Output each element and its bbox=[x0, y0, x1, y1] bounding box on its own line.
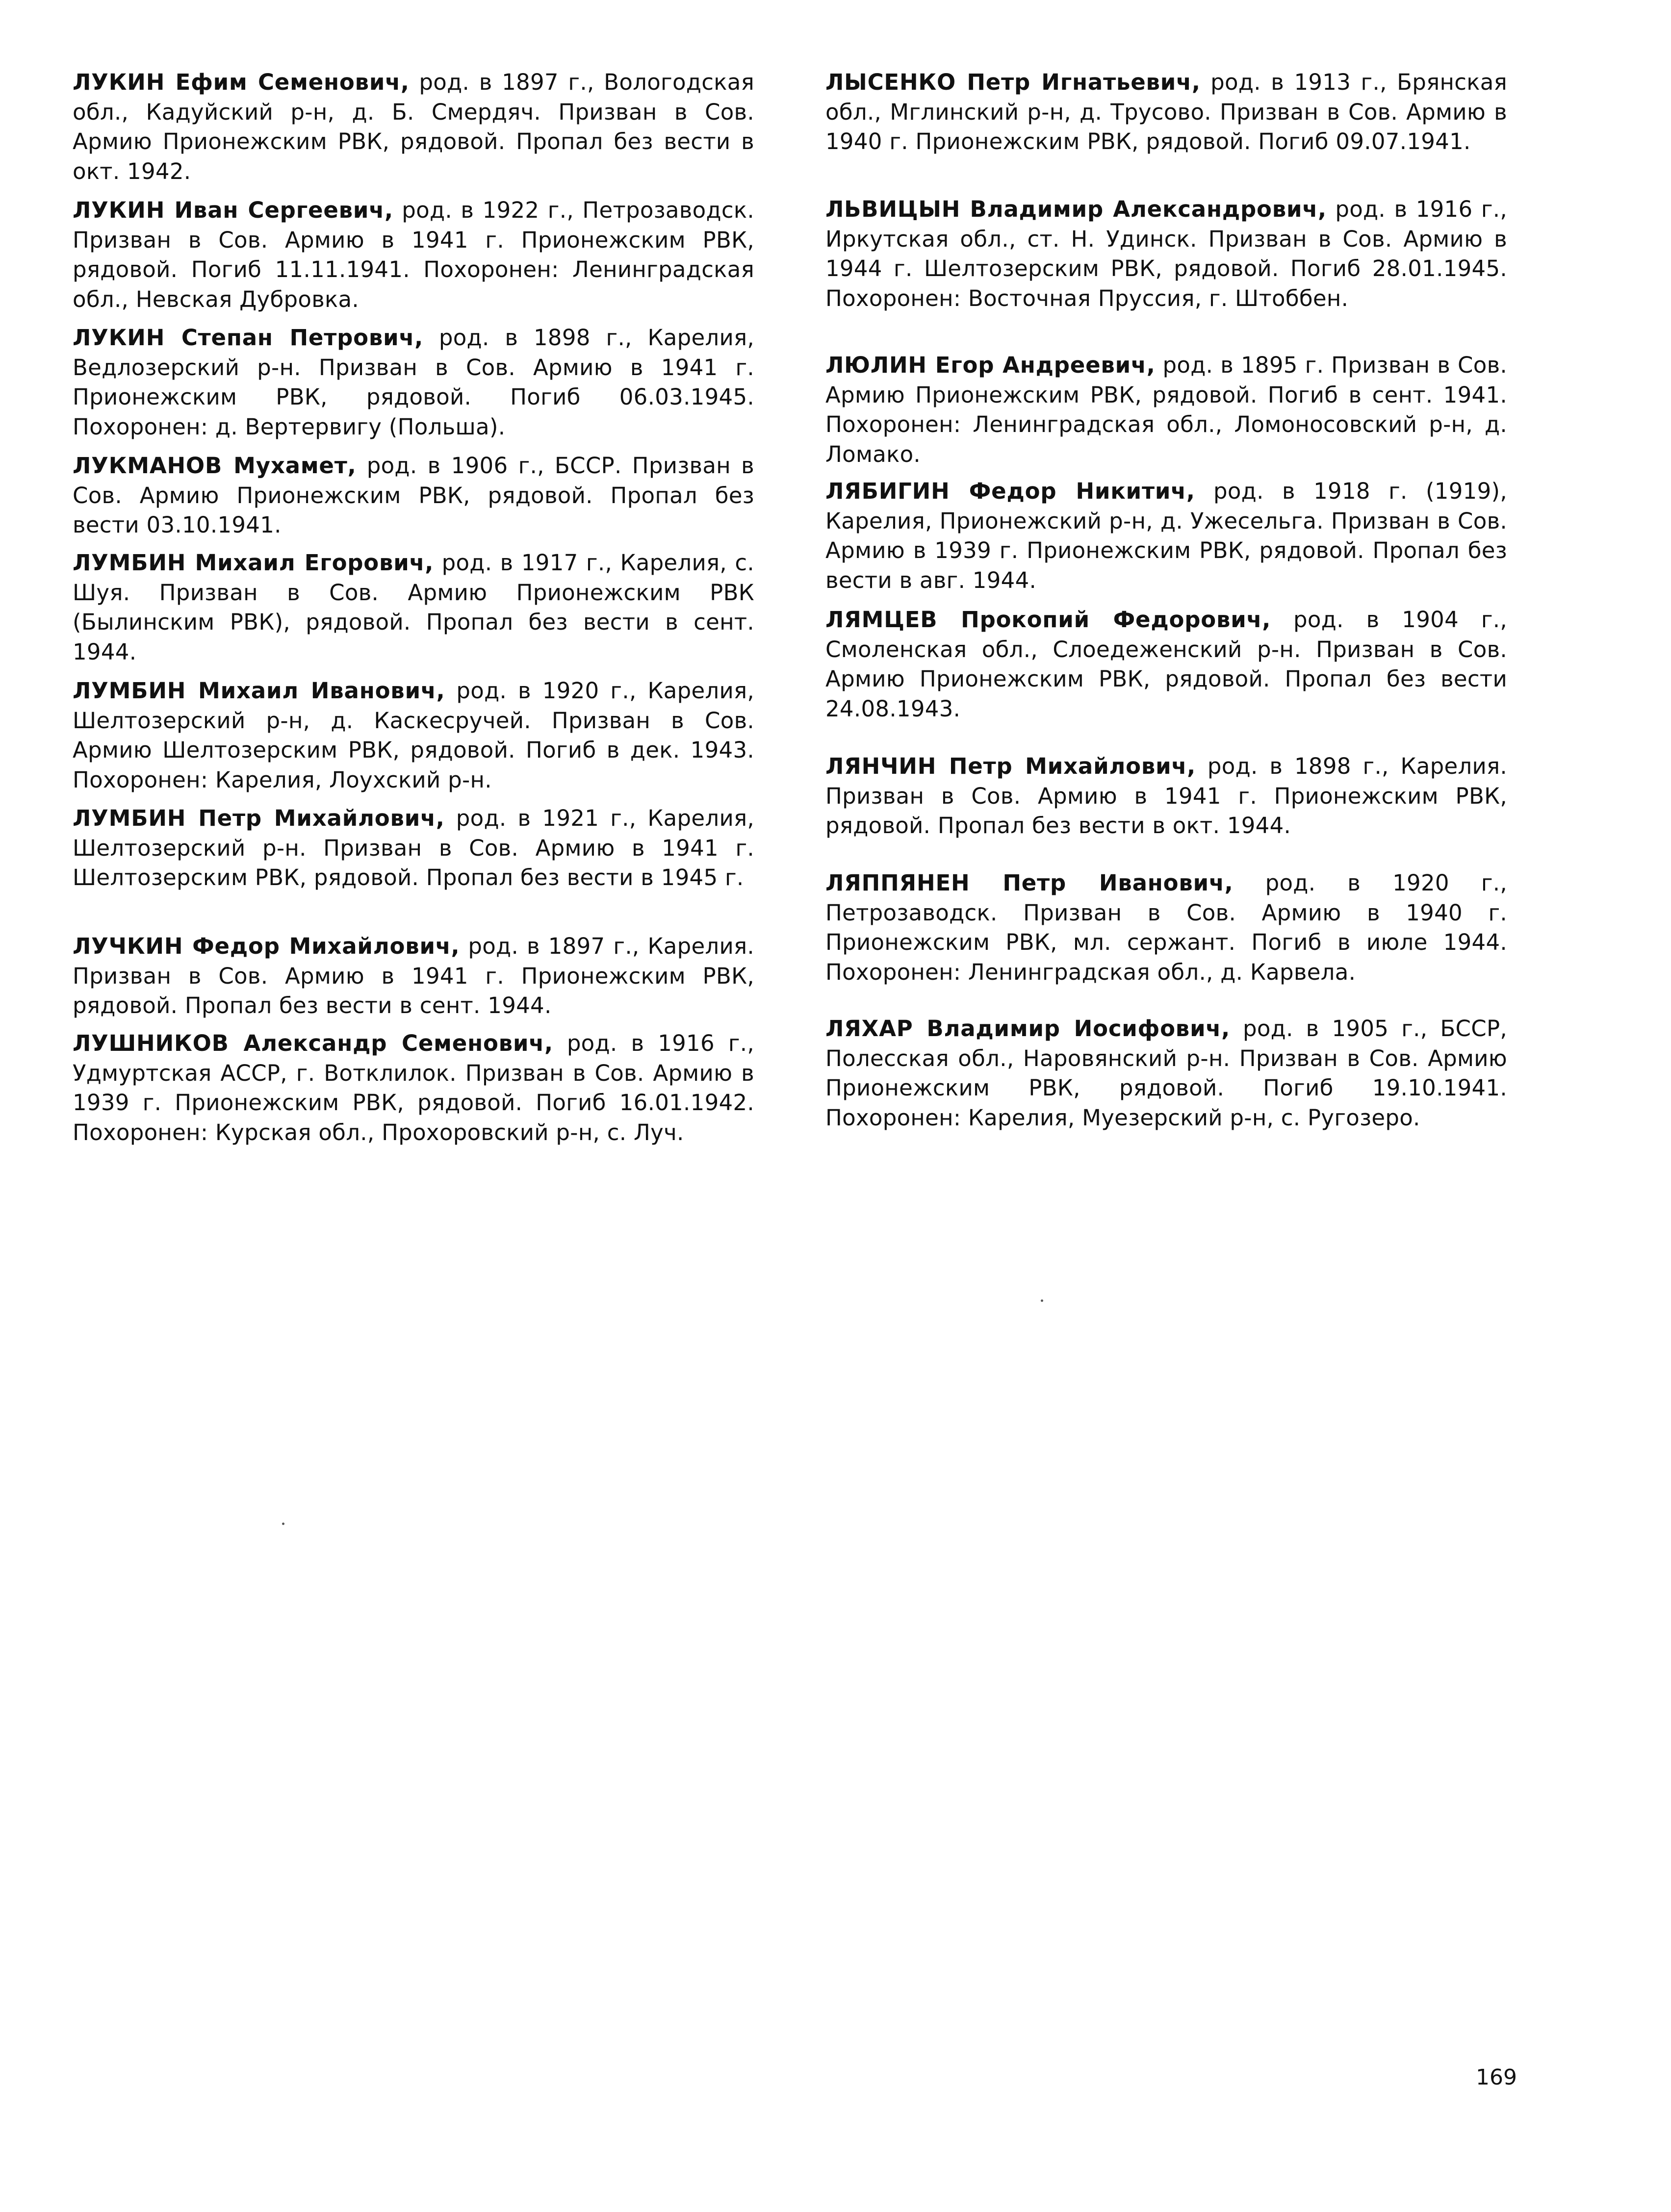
list-item bbox=[73, 1029, 754, 1147]
entry-name: ЛУШНИКОВ Александр Семенович, bbox=[73, 1030, 553, 1056]
entry-text: род. в 1922 г., Петрозаводск. Призван в Сов. Армию в 1941 г. Прионежским РВК, рядовой. Погиб 11.11.1941. Похоронен: Ленинградская обл., Невская Дубровка. bbox=[73, 197, 754, 312]
entry-name: ЛЯХАР Владимир Иосифович, bbox=[825, 1016, 1230, 1042]
entry-name: ЛУКИН Степан Петрович, bbox=[73, 325, 424, 351]
entry-text: род. в 1920 г., Петрозаводск. Призван в Сов. Армию в 1940 г. Прионежским РВК, мл. сержант. Погиб в июле 1944. Похоронен: Ленинградская обл., д. Карвела. bbox=[825, 870, 1507, 985]
entry-text: род. в 1898 г., Карелия. Призван в Сов. Армию в 1941 г. Прионежским РВК, рядовой. Пропал без вести в окт. 1944. bbox=[825, 753, 1508, 839]
list-item bbox=[825, 868, 1507, 987]
list-item bbox=[73, 196, 754, 314]
entry-text: род. в 1906 г., БССР. Призван в Сов. Армию Прионежским РВК, рядовой. Пропал без вести 03.10.1941. bbox=[73, 453, 754, 538]
entry-text: род. в 1918 г. (1919), Карелия, Прионежский р-н, д. Ужесельга. Призван в Сов. Армию в 1939 г. Прионежским РВК, рядовой. Пропал без вести в авг. 1944. bbox=[825, 478, 1507, 593]
list-item bbox=[825, 68, 1507, 157]
entry-name: ЛЬВИЦЫН Владимир Александрович, bbox=[825, 196, 1327, 222]
entry-name: ЛЯНЧИН Петр Михайлович, bbox=[825, 753, 1196, 779]
list-item bbox=[73, 932, 754, 1021]
entry-text: род. в 1913 г., Брянская обл., Мглинский р-н, д. Трусово. Призван в Сов. Армию в 1940 г. Прионежским РВК, рядовой. Погиб 09.07.1941. bbox=[825, 69, 1507, 154]
list-item bbox=[73, 451, 754, 540]
entry-text: род. в 1905 г., БССР, Полесская обл., Наровянский р-н. Призван в Сов. Армию Прионежским РВК, рядовой. Погиб 19.10.1941. Похоронен: Карелия, Муезерский р-н, с. Ругозеро. bbox=[825, 1016, 1507, 1131]
list-item bbox=[73, 68, 754, 186]
entry-name: ЛЯМЦЕВ Прокопий Федорович, bbox=[825, 607, 1271, 633]
entry-name: ЛЯППЯНЕН Петр Иванович, bbox=[825, 870, 1234, 896]
entry-name: ЛУМБИН Михаил Иванович, bbox=[73, 678, 445, 704]
list-item bbox=[825, 752, 1507, 841]
entry-text: род. в 1897 г., Карелия. Призван в Сов. Армию в 1941 г. Прионежским РВК, рядовой. Пропал без вести в сент. 1944. bbox=[73, 933, 755, 1018]
list-item bbox=[825, 477, 1507, 595]
list-item bbox=[825, 605, 1507, 724]
entry-text: род. в 1897 г., Вологодская обл., Кадуйский р-н, д. Б. Смердяч. Призван в Сов. Армию Прионежским РВК, рядовой. Пропал без вести в окт. 1942. bbox=[73, 69, 755, 184]
list-item bbox=[825, 351, 1507, 469]
entry-name: ЛУМБИН Петр Михайлович, bbox=[73, 805, 445, 831]
list-item bbox=[825, 1014, 1507, 1133]
entry-name: ЛУМБИН Михаил Егорович, bbox=[73, 550, 434, 576]
entry-name: ЛУКМАНОВ Мухамет, bbox=[73, 453, 357, 479]
entry-text: род. в 1920 г., Карелия, Шелтозерский р-н, д. Каскесручей. Призван в Сов. Армию Шелтозерским РВК, рядовой. Погиб в дек. 1943. Похоронен: Карелия, Лоухский р-н. bbox=[73, 678, 755, 793]
entry-text: род. в 1898 г., Карелия, Ведлозерский р-н. Призван в Сов. Армию в 1941 г. Прионежским РВК, рядовой. Погиб 06.03.1945. Похоронен: д. Вертервигу (Польша). bbox=[73, 325, 755, 440]
print-speck bbox=[282, 1523, 284, 1525]
entry-text: род. в 1904 г., Смоленская обл., Слоедеженский р-н. Призван в Сов. Армию Прионежским РВК, рядовой. Пропал без вести 24.08.1943. bbox=[825, 607, 1508, 722]
list-item bbox=[73, 548, 754, 667]
print-speck bbox=[1041, 1299, 1043, 1302]
entry-text: род. в 1895 г. Призван в Сов. Армию Прионежским РВК, рядовой. Погиб в сент. 1941. Похоронен: Ленинградская обл., Ломоносовский р-н, д. Ломако. bbox=[825, 352, 1507, 467]
entry-text: род. в 1917 г., Карелия, с. Шуя. Призван в Сов. Армию Прионежским РВК (Былинским РВК), рядовой. Пропал без вести в сент. 1944. bbox=[73, 550, 755, 665]
list-item bbox=[825, 195, 1507, 313]
entry-name: ЛЫСЕНКО Петр Игнатьевич, bbox=[825, 69, 1201, 95]
list-item bbox=[73, 804, 754, 893]
entry-text: род. в 1921 г., Карелия, Шелтозерский р-н. Призван в Сов. Армию в 1941 г. Шелтозерским РВК, рядовой. Пропал без вести в 1945 г. bbox=[73, 805, 754, 890]
entry-name: ЛЮЛИН Егор Андреевич, bbox=[825, 352, 1156, 378]
entry-text: род. в 1916 г., Иркутская обл., ст. Н. Удинск. Призван в Сов. Армию в 1944 г. Шелтозерским РВК, рядовой. Погиб 28.01.1945. Похоронен: Восточная Пруссия, г. Штоббен. bbox=[825, 196, 1507, 311]
entry-name: ЛУКИН Ефим Семенович, bbox=[73, 69, 410, 95]
entry-name: ЛУКИН Иван Сергеевич, bbox=[73, 197, 393, 223]
page-number: 169 bbox=[1476, 2065, 1517, 2090]
list-item bbox=[73, 676, 754, 795]
entry-text: род. в 1916 г., Удмуртская АССР, г. Вотклилок. Призван в Сов. Армию в 1939 г. Прионежским РВК, рядовой. Погиб 16.01.1942. Похоронен: Курская обл., Прохоровский р-н, с. Луч. bbox=[73, 1030, 754, 1145]
list-item bbox=[73, 323, 754, 442]
entry-name: ЛЯБИГИН Федор Никитич, bbox=[825, 478, 1195, 504]
entry-name: ЛУЧКИН Федор Михайлович, bbox=[73, 933, 460, 959]
